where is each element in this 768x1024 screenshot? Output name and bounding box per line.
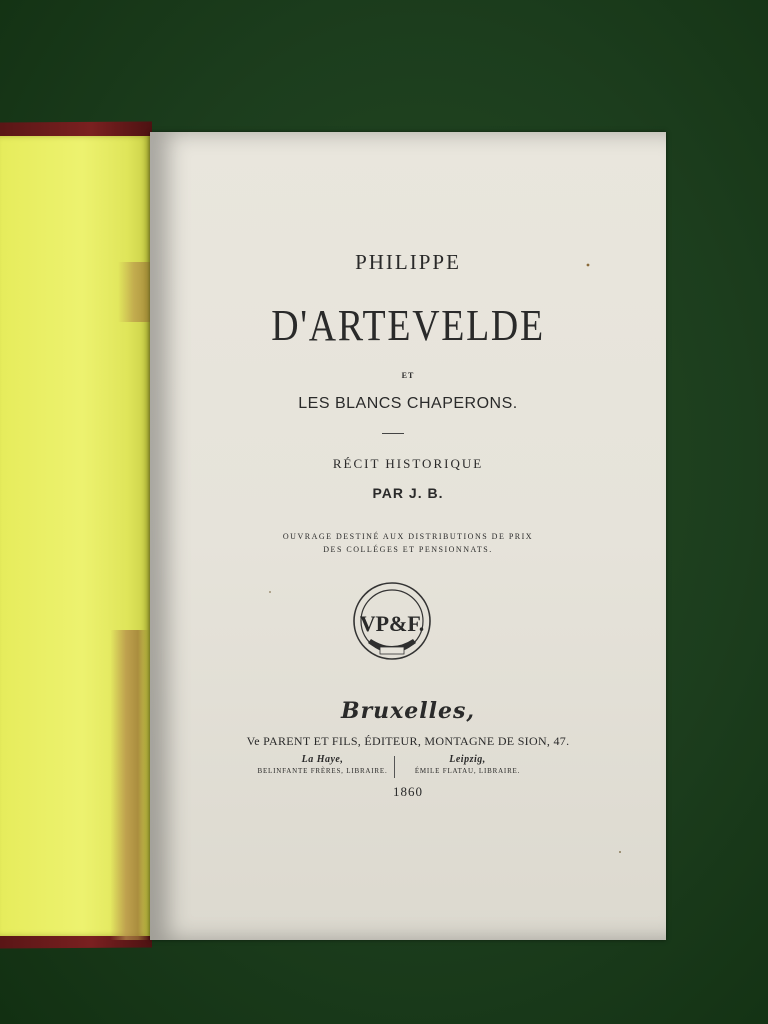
branch-la-haye bbox=[250, 754, 395, 775]
main-title: D'ARTEVELDE bbox=[271, 301, 545, 350]
publication-year: 1860 bbox=[393, 784, 423, 799]
hinge-tear bbox=[110, 630, 150, 940]
title-conjunction: ET bbox=[401, 371, 415, 380]
branch-booksellers bbox=[250, 754, 540, 782]
branch-city: Leipzig, bbox=[449, 754, 486, 765]
divider-rule bbox=[382, 433, 404, 434]
dedication-line: DES COLLÉGES ET PENSIONNATS. bbox=[323, 545, 493, 554]
dedication-line: OUVRAGE DESTINÉ AUX DISTRIBUTIONS DE PRIX bbox=[282, 532, 534, 541]
branch-bookseller: ÉMILE FLATAU, LIBRAIRE. bbox=[414, 767, 521, 775]
branch-leipzig bbox=[395, 754, 540, 775]
publisher-mark: VP&F. bbox=[359, 611, 425, 636]
branch-city: La Haye, bbox=[301, 754, 344, 765]
genre-label: RÉCIT HISTORIQUE bbox=[332, 456, 484, 471]
publisher-line: Ve PARENT ET FILS, ÉDITEUR, MONTAGNE DE SION, 47. bbox=[246, 734, 570, 748]
title-page bbox=[150, 132, 666, 940]
publisher-seal-icon bbox=[350, 581, 434, 665]
title-line-1: PHILIPPE bbox=[355, 250, 461, 274]
imprint-city: Bruxelles, bbox=[340, 698, 476, 724]
subtitle: LES BLANCS CHAPERONS. bbox=[298, 395, 518, 412]
author-line: PAR J. B. bbox=[372, 485, 444, 501]
dedication-note bbox=[150, 530, 666, 556]
branch-bookseller: BELINFANTE FRÈRES, LIBRAIRE. bbox=[257, 767, 388, 775]
